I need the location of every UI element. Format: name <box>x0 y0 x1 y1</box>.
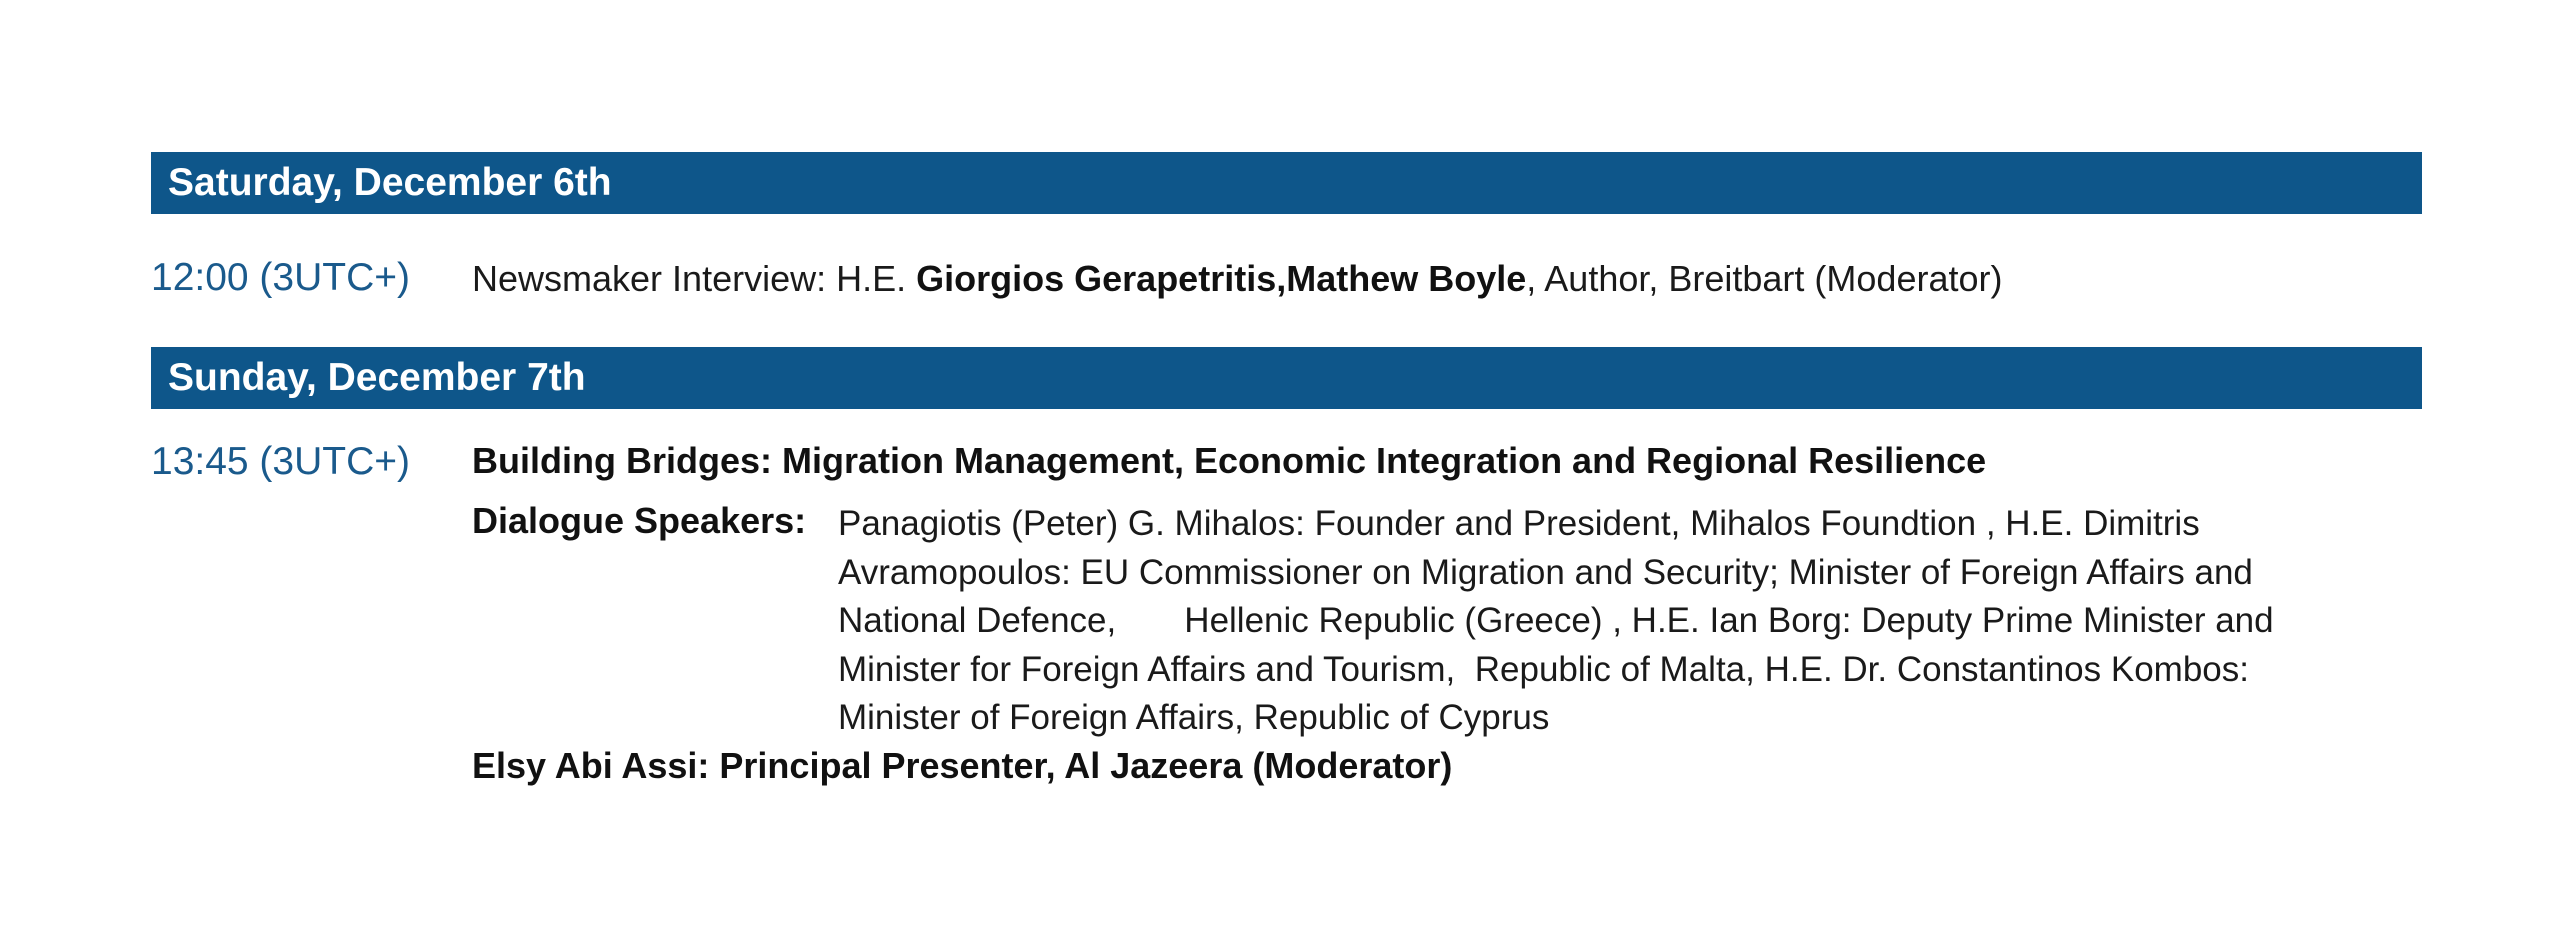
speakers-line: National Defence, Hellenic Republic (Greece) , H.E. Ian Borg: Deputy Prime Minister and <box>838 601 2274 640</box>
speaker-name: Giorgios Gerapetritis, <box>916 258 1287 299</box>
session-prefix: Newsmaker Interview: H.E. <box>472 258 917 299</box>
session-title: Building Bridges: Migration Management, Economic Integration and Regional Resilience <box>472 440 1987 481</box>
session-time: 13:45 (3UTC+) <box>151 440 411 483</box>
speakers-line: Minister for Foreign Affairs and Tourism, Republic of Malta, H.E. Dr. Constantinos Kombos: <box>838 649 2249 689</box>
day-header-sunday: Sunday, December 7th <box>151 347 2422 409</box>
moderator-line: Elsy Abi Assi: Principal Presenter, Al Jazeera (Moderator) <box>472 745 1453 786</box>
speakers-line: Avramopoulos: EU Commissioner on Migration and Security; Minister of Foreign Affairs and <box>838 552 2253 592</box>
session-suffix: , Author, Breitbart (Moderator) <box>1526 258 2003 299</box>
moderator-name: Mathew Boyle <box>1286 258 1527 299</box>
speakers-list <box>838 500 2378 743</box>
session-newsmaker-interview <box>472 258 2002 300</box>
day-header-saturday: Saturday, December 6th <box>151 152 2422 214</box>
session-time: 12:00 (3UTC+) <box>151 256 411 299</box>
speakers-label: Dialogue Speakers: <box>472 500 807 541</box>
speakers-line: Minister of Foreign Affairs, Republic of Cyprus <box>838 698 1550 737</box>
speakers-line: Panagiotis (Peter) G. Mihalos: Founder and President, Mihalos Foundtion , H.E. Dimitris <box>838 504 2200 543</box>
